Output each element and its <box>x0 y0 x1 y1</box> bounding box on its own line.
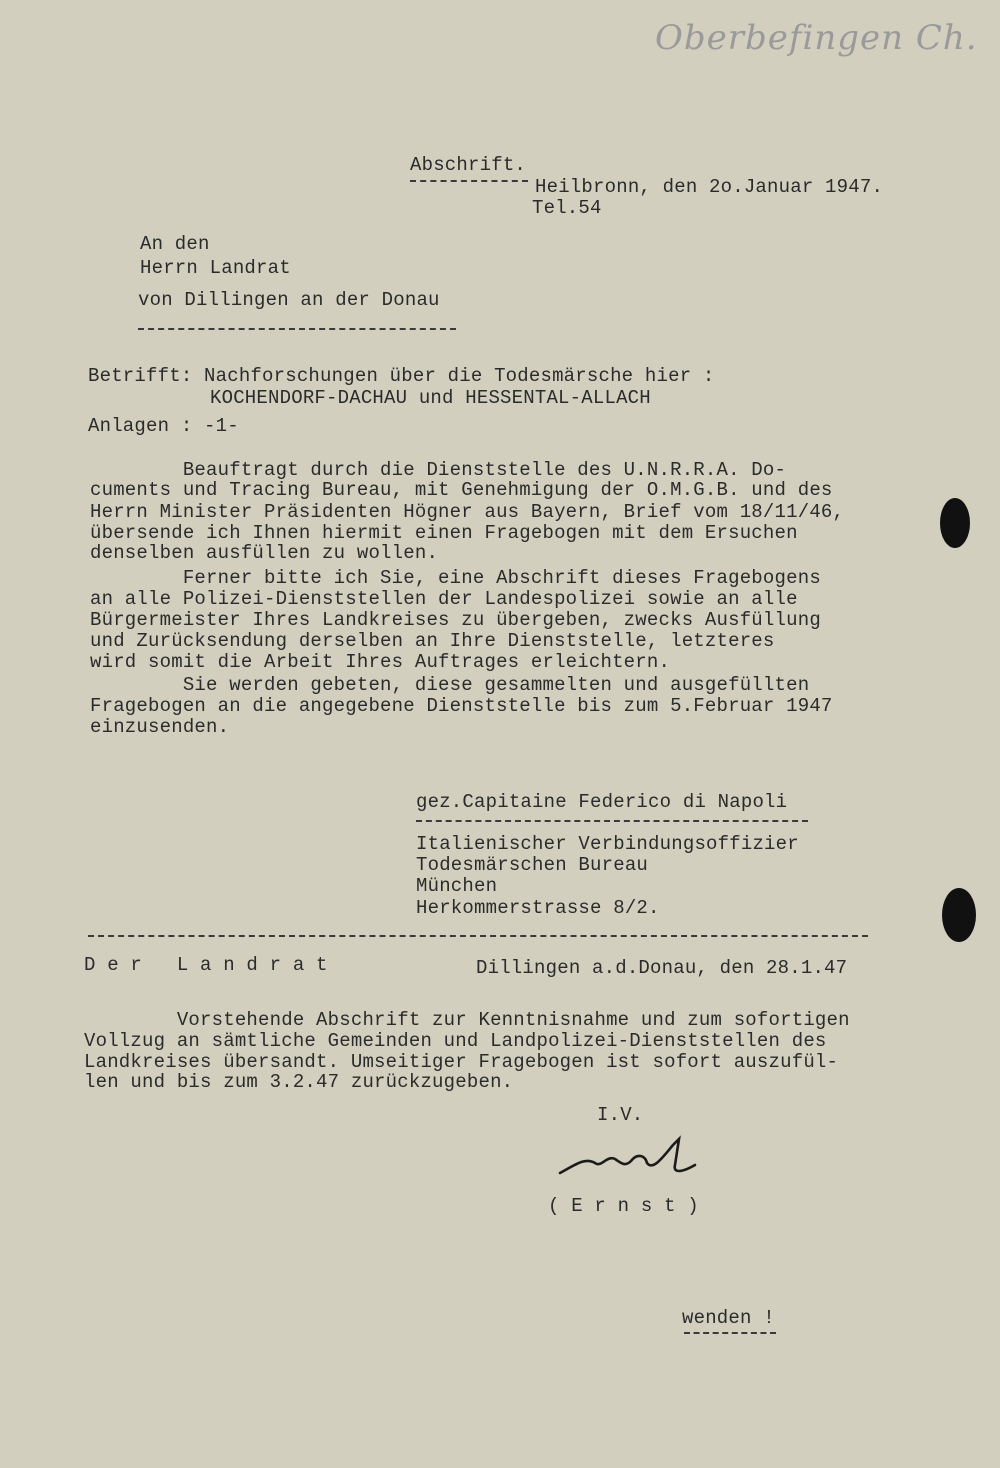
signer-street: Herkommerstrasse 8/2. <box>416 897 660 919</box>
body-line: Herrn Minister Präsidenten Högner aus Bayern, Brief vom 18/11/46, <box>90 501 845 523</box>
signer-name: ( E r n s t ) <box>548 1195 699 1217</box>
subject-line-1: Betrifft: Nachforschungen über die Todesmärsche hier : <box>88 365 715 387</box>
landrat-body-line: Landkreises übersandt. Umseitiger Fragebogen ist sofort auszufül- <box>84 1051 839 1073</box>
body-line: Fragebogen an die angegebene Dienststelle bis zum 5.Februar 1947 <box>90 695 833 717</box>
body-line: Bürgermeister Ihres Landkreises zu übergeben, zwecks Ausfüllung <box>90 609 821 631</box>
landrat-body-line: Vollzug an sämtliche Gemeinden und Landpolizei-Dienststellen des <box>84 1030 827 1052</box>
landrat-body-line: Vorstehende Abschrift zur Kenntnisnahme und zum sofortigen <box>84 1009 850 1031</box>
attachments: Anlagen : -1- <box>88 415 239 437</box>
section-divider <box>88 935 868 937</box>
landrat-body-line: len und bis zum 3.2.47 zurückzugeben. <box>84 1071 514 1093</box>
body-line: Sie werden gebeten, diese gesammelten und ausgefüllten <box>90 674 810 696</box>
body-line: denselben ausfüllen zu wollen. <box>90 542 439 564</box>
addressee-line-2: Herrn Landrat <box>140 257 291 279</box>
landrat-sender: D e r L a n d r a t <box>84 954 328 976</box>
addressee-line-1: An den <box>140 233 210 255</box>
body-line: Ferner bitte ich Sie, eine Abschrift dieses Fragebogens <box>90 567 821 589</box>
iv-label: I.V. <box>597 1104 644 1126</box>
addressee-line-3: von Dillingen an der Donau <box>138 289 440 311</box>
binder-hole-bottom <box>942 888 976 942</box>
landrat-place-date: Dillingen a.d.Donau, den 28.1.47 <box>476 957 848 979</box>
signer-city: München <box>416 875 498 897</box>
place-date: Heilbronn, den 2o.Januar 1947. <box>535 176 884 198</box>
body-line: wird somit die Arbeit Ihres Auftrages erleichtern. <box>90 651 671 673</box>
subject-line-2: KOCHENDORF-DACHAU und HESSENTAL-ALLACH <box>210 387 651 409</box>
document-title: Abschrift. <box>410 154 527 176</box>
body-line: übersende ich Ihnen hiermit einen Fragebogen mit dem Ersuchen <box>90 522 798 544</box>
body-line: einzusenden. <box>90 716 230 738</box>
addressee-rule <box>138 328 456 330</box>
body-line: an alle Polizei-Dienststellen der Landespolizei sowie an alle <box>90 588 798 610</box>
binder-hole-top <box>940 498 970 548</box>
handwritten-note: Oberbefingen Ch. <box>655 18 978 58</box>
handwritten-signature <box>555 1135 715 1185</box>
body-line: und Zurücksendung derselben an Ihre Dienststelle, letzteres <box>90 630 775 652</box>
signature-rule <box>416 820 808 822</box>
signer-bureau: Todesmärschen Bureau <box>416 854 649 876</box>
turn-over-note: wenden ! <box>682 1307 775 1329</box>
turn-over-underline <box>684 1332 776 1334</box>
body-line: cuments und Tracing Bureau, mit Genehmigung der O.M.G.B. und des <box>90 479 833 501</box>
telephone: Tel.54 <box>532 197 602 219</box>
signer-role: Italienischer Verbindungsoffizier <box>416 833 799 855</box>
signed-by: gez.Capitaine Federico di Napoli <box>416 791 788 813</box>
body-line: Beauftragt durch die Dienststelle des U.N.R.R.A. Do- <box>90 459 787 481</box>
title-underline <box>410 180 528 182</box>
